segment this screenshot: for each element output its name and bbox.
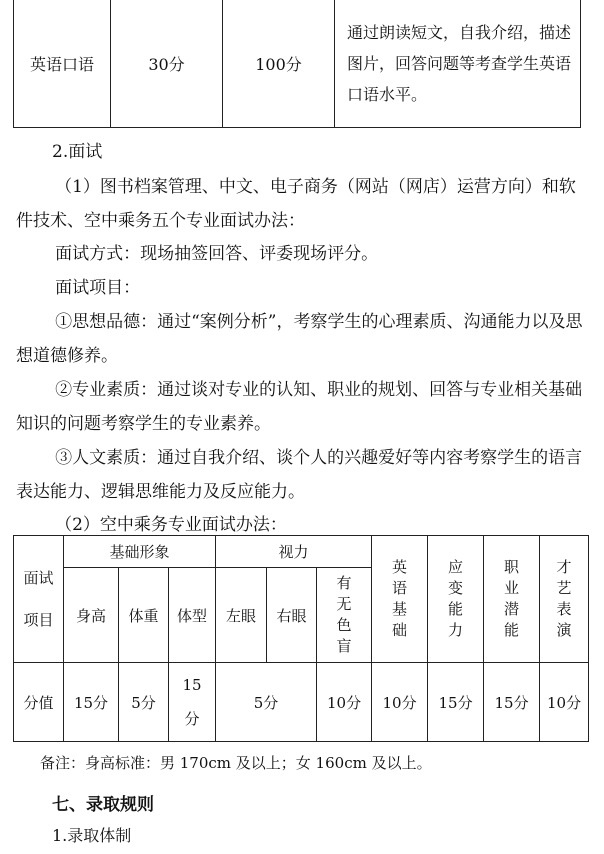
- english-header: 英语基础: [372, 536, 428, 663]
- score-adapt: 15分: [428, 663, 484, 742]
- potential-header: 职业潜能: [484, 536, 540, 663]
- row-header-line2: 项目: [23, 611, 54, 629]
- weight-header: 体重: [119, 568, 169, 663]
- score-height: 15分: [64, 663, 119, 742]
- color-blind-header: 有无色盲: [317, 568, 372, 663]
- time-cell: 30分: [111, 0, 223, 128]
- description-cell: 通过朗读短文，自我介绍，描述图片，回答问题等考查学生英语口语水平。: [335, 0, 581, 128]
- section-7-1-title: 1.录取体制: [52, 826, 132, 845]
- score-shape-unit: 分: [184, 710, 200, 728]
- score-cell: 100分: [223, 0, 335, 128]
- section-2-title: 2.面试: [52, 142, 103, 162]
- paragraph-flight-attendant: （2）空中乘务专业面试办法：: [55, 515, 287, 535]
- exam-score-table: [13, 0, 581, 128]
- score-color-blind: 10分: [317, 663, 372, 742]
- score-label-cell: 分值: [14, 663, 64, 742]
- subject-cell: 英语口语: [14, 0, 111, 128]
- row-header-line1: 面试: [23, 569, 54, 587]
- paragraph-moral: ①思想品德：通过“案例分析”，考察学生的心理素质、沟通能力以及思想道德修养。: [16, 312, 583, 366]
- paragraph-professional: ②专业素质：通过谈对专业的认知、职业的规划、回答与专业相关基础知识的问题考察学生的专业素养。: [16, 380, 583, 434]
- right-eye-header: 右眼: [267, 568, 317, 663]
- height-header: 身高: [64, 568, 119, 663]
- score-talent: 10分: [540, 663, 589, 742]
- paragraph-interview-method: 面试方式：现场抽签回答、评委现场评分。: [55, 244, 379, 264]
- score-shape: [169, 663, 216, 742]
- interview-score-table: [13, 535, 589, 742]
- score-shape-number: 15: [182, 676, 202, 694]
- left-eye-header: 左眼: [216, 568, 267, 663]
- paragraph-interview-items: 面试项目：: [55, 278, 141, 298]
- height-note: 备注：身高标准：男 170cm 及以上；女 160cm 及以上。: [40, 754, 432, 772]
- score-english: 10分: [372, 663, 428, 742]
- score-weight: 5分: [119, 663, 169, 742]
- score-vision: 5分: [216, 663, 317, 742]
- row-header-cell: [14, 536, 64, 663]
- adapt-header: 应变能力: [428, 536, 484, 663]
- paragraph-humanities: ③人文素质：通过自我介绍、谈个人的兴趣爱好等内容考察学生的语言表达能力、逻辑思维能力及反应能力。: [16, 448, 583, 502]
- shape-header: 体型: [169, 568, 216, 663]
- score-potential: 15分: [484, 663, 540, 742]
- group-basic-image: 基础形象: [64, 536, 216, 568]
- section-7-title: 七、录取规则: [52, 795, 154, 815]
- group-vision: 视力: [216, 536, 372, 568]
- paragraph-interview-majors: （1）图书档案管理、中文、电子商务（网站（网店）运营方向）和软件技术、空中乘务五个专业面试办法：: [16, 177, 576, 231]
- talent-header: 才艺表演: [540, 536, 589, 663]
